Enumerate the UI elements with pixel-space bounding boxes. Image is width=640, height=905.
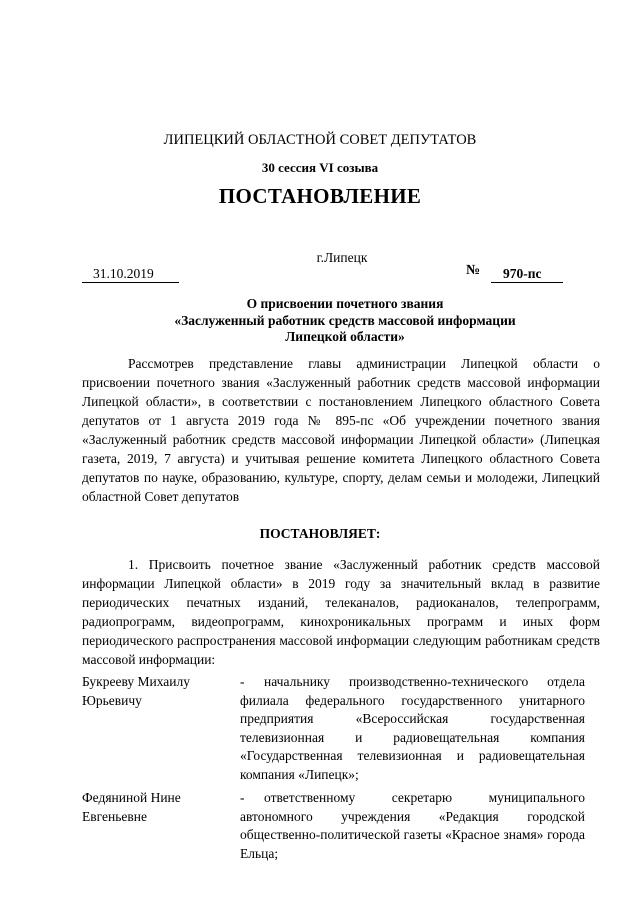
awardee-dash: - <box>240 674 245 689</box>
item-1-paragraph: 1. Присвоить почетное звание «Заслуженный работник средств массовой информации Липецкой области» в 2019 году за значительный вклад в развитие периодических печатных изданий, телеканалов, радиоканалов, телепрограмм, радиопрограмм, видеопрограмм, кинохроникальных программ и иных форм периодического распространения массовой информации следующим работникам средств массовой информации: <box>82 557 600 667</box>
awardee-dash: - <box>240 790 245 805</box>
session-label: 30 сессия VI созыва <box>261 160 379 175</box>
subject-line: Липецкой области» <box>285 329 405 344</box>
organization-title: ЛИПЕЦКИЙ ОБЛАСТНОЙ СОВЕТ ДЕПУТАТОВ <box>163 132 477 148</box>
preamble-paragraph: Рассмотрев представление главы администрации Липецкой области о присвоении почетного звания «Заслуженный работник средств массовой информации Липецкой области», в соответствии с постановлением Липецкого областного Совета депутатов от 1 августа 2019 года № 895-пс «Об учреждении почетного звания «Заслуженный работник средств массовой информации Липецкой области» (Липецкая газета, 2019, 7 августа) и учитывая решение комитета Липецкого областного Совета депутатов по науке, образованию, культуре, спорту, делам семьи и молодежи, Липецкий областной Совет депутатов <box>82 356 600 504</box>
subject-line: «Заслуженный работник средств массовой информации <box>174 312 516 328</box>
awardee-position: ответственному секретарю муниципального автономного учреждения «Редакция городской общественно-политической газеты «Красное знамя» города Ельца; <box>240 790 585 861</box>
document-type-title: ПОСТАНОВЛЕНИЕ <box>218 184 422 208</box>
awardee-position: начальнику производственно-технического отдела филиала федерального государственного унитарного предприятия «Всероссийская государственная телевизионная и радиовещательная компания «Государственная телевизионная и радиовещательная компания «Липецк»; <box>240 674 585 782</box>
city-label: г.Липецк <box>316 250 368 265</box>
document-subject <box>90 296 600 346</box>
awardee-name: Федяниной Нине Евгеньевне <box>82 790 181 824</box>
number-sign: № <box>466 263 481 278</box>
decree-heading: ПОСТАНОВЛЯЕТ: <box>259 526 381 541</box>
subject-line: О присвоении почетного звания <box>246 296 444 311</box>
document-date: 31.10.2019 <box>82 266 179 283</box>
awardee-name: Букрееву Михаилу Юрьевичу <box>82 674 190 708</box>
document-number: 970-пс <box>491 266 563 283</box>
